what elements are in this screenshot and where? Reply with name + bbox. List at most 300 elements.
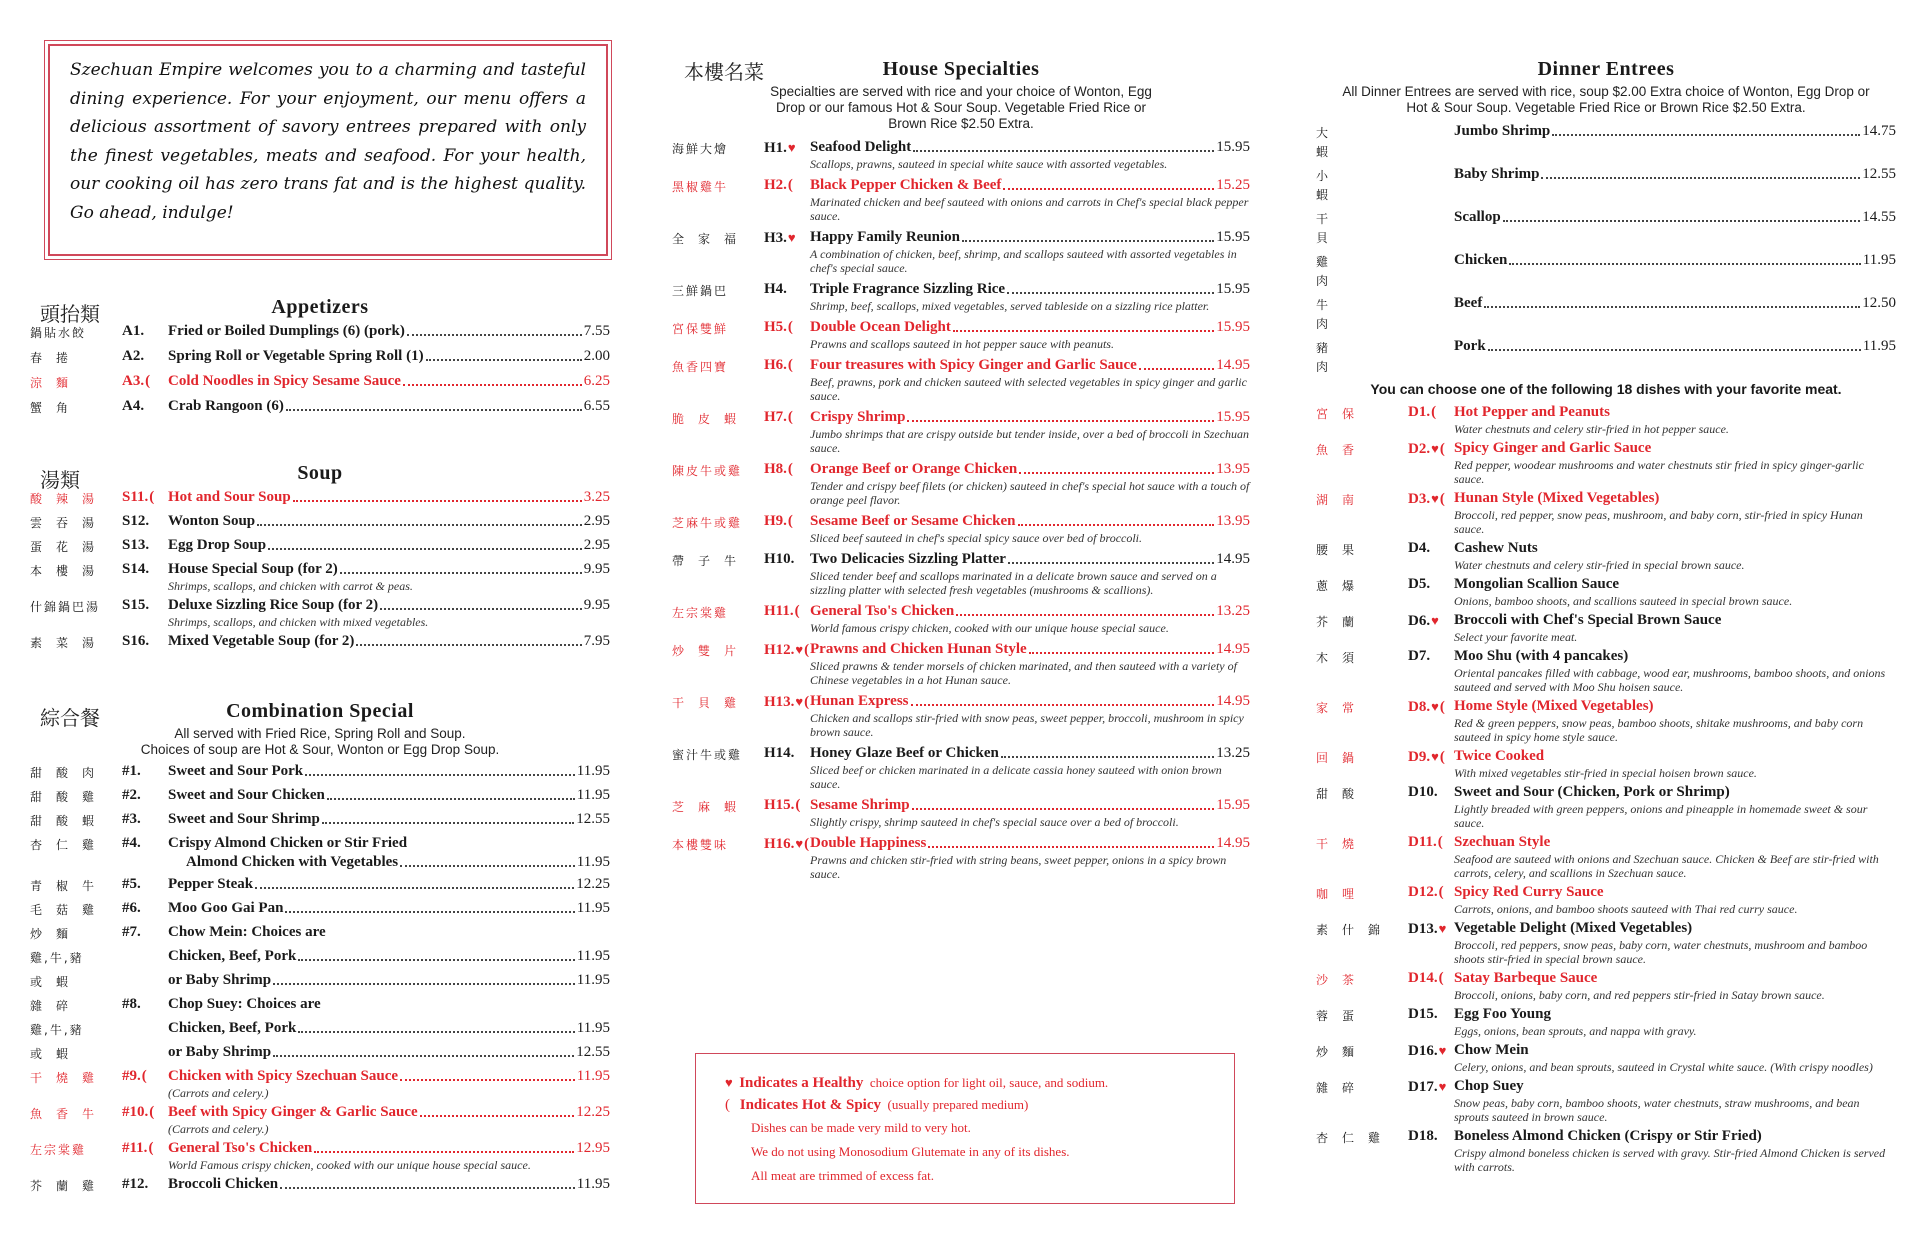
item-line (168, 322, 610, 341)
item-code (1408, 1127, 1454, 1146)
item-number: A1. (122, 323, 145, 339)
section-title: Combination Special (226, 700, 414, 722)
item-body (168, 1103, 610, 1136)
item-price: 11.95 (576, 1068, 610, 1084)
item-line (1454, 337, 1896, 356)
item-number: A3. (122, 373, 145, 389)
heart-icon: ♥ (1431, 491, 1439, 506)
chinese-name: 炒麵 (30, 927, 83, 941)
item-number: H11. (764, 603, 794, 619)
chinese-name: 芝麻牛或雞 (672, 516, 743, 530)
item-line (810, 356, 1250, 375)
item-price: 6.55 (583, 398, 610, 414)
item-description: Water chestnuts and celery stir-fried in hot pepper sauce. (1454, 422, 1729, 436)
item-number: D1. (1408, 404, 1431, 420)
chinese-name: 咖哩 (1316, 887, 1369, 901)
combo-section (30, 700, 610, 1199)
item-line (168, 512, 610, 531)
item-body (1454, 611, 1896, 644)
item-name: Cold Noodles in Spicy Sesame Sauce (168, 373, 401, 389)
hot-pepper-icon: ( (149, 489, 155, 505)
item-price: 2.95 (583, 537, 610, 553)
leader-dots (912, 796, 1215, 810)
item-code (1408, 647, 1454, 666)
item-price: 15.95 (1216, 139, 1250, 155)
item-name: Fried or Boiled Dumplings (6) (pork) (168, 323, 405, 339)
chinese-name: 芥蘭 (1316, 615, 1369, 629)
menu-item (30, 488, 610, 509)
item-price: 11.95 (576, 1176, 610, 1192)
menu-item (30, 1139, 610, 1172)
menu-item (30, 947, 610, 968)
item-description: Shrimps, scallops, and chicken with carrot & peas. (168, 579, 413, 593)
item-code (122, 372, 168, 391)
item-name: Four treasures with Spicy Ginger and Garlic Sauce (810, 357, 1137, 373)
item-number: H5. (764, 319, 787, 335)
legend-line-3: Dishes can be made very mild to very hot. (751, 1120, 971, 1135)
meat-item (1316, 251, 1896, 291)
hot-pepper-icon: ( (148, 1140, 154, 1156)
item-line (1454, 833, 1896, 852)
item-body (1454, 208, 1896, 227)
menu-item (30, 560, 610, 593)
item-code (1408, 489, 1454, 509)
section-cn-title: 綜合餐 (40, 706, 100, 730)
item-price: 12.25 (576, 876, 610, 892)
item-name: or Baby Shrimp (168, 972, 272, 988)
leader-dots (298, 947, 574, 961)
chinese-name: 蟹角 (30, 401, 83, 415)
heart-icon: ♥ (1431, 613, 1439, 628)
chinese-name: 小蝦 (1316, 169, 1367, 202)
menu-item (672, 228, 1250, 275)
leader-dots (1552, 122, 1860, 136)
leader-dots (426, 347, 582, 361)
chinese-name: 宮保 (1316, 407, 1369, 421)
chinese-name: 雞,牛,豬 (30, 951, 84, 965)
chinese-name: 帶子牛 (672, 554, 751, 568)
item-number: H6. (764, 357, 787, 373)
item-body (168, 810, 610, 829)
item-body (168, 762, 610, 781)
item-body (168, 536, 610, 555)
item-description: Sliced tender beef and scallops marinated in a delicate brown sauce and served on a sizzling platter with selected fresh vegetables (mushrooms & scallions). (810, 569, 1217, 597)
leader-dots (255, 875, 574, 889)
item-description: Shrimp, beef, scallops, mixed vegetables, served tableside on a sizzling rice platter. (810, 299, 1210, 313)
item-price: 11.95 (1862, 252, 1896, 268)
menu-item (30, 995, 610, 1016)
section-title: Dinner Entrees (1537, 58, 1675, 80)
meat-item (1316, 122, 1896, 162)
item-body (1454, 969, 1896, 1002)
menu-item (1316, 1041, 1896, 1074)
item-code (1408, 833, 1454, 852)
item-number: S16. (122, 633, 150, 649)
appetizer-list (30, 322, 610, 418)
item-number: #11. (122, 1140, 148, 1156)
menu-item (1316, 919, 1896, 966)
item-code (122, 560, 168, 579)
item-description: Slightly crispy, shrimp sauteed in chef's special sauce over a bed of broccoli. (810, 815, 1179, 829)
item-name: Spring Roll or Vegetable Spring Roll (1) (168, 348, 424, 364)
chinese-name: 雲吞湯 (30, 516, 109, 530)
item-line (1454, 122, 1896, 141)
item-name: Baby Shrimp (1454, 166, 1540, 182)
item-body (1454, 747, 1896, 780)
item-line (168, 1139, 610, 1158)
item-line (168, 560, 610, 579)
hot-pepper-icon: ( (145, 373, 151, 389)
house-note: Specialties are served with rice and your choice of Wonton, Egg Drop or our famous Hot & Sour Soup. Vegetable Fried Rice or Brown Rice $2.50 Extra. (770, 84, 1152, 131)
heart-icon: ♥ (795, 694, 804, 709)
leader-dots (962, 228, 1214, 242)
item-number: H16. (764, 836, 795, 852)
item-number: D9. (1408, 749, 1431, 765)
menu-item (1316, 647, 1896, 694)
item-code (764, 602, 810, 621)
chinese-name: 陳皮牛或雞 (672, 464, 743, 478)
item-name: Home Style (Mixed Vegetables) (1454, 698, 1654, 714)
item-body (1454, 439, 1896, 486)
chinese-name: 杏仁雞 (30, 838, 109, 852)
menu-item (672, 138, 1250, 171)
item-line (1454, 539, 1896, 558)
leader-dots (913, 138, 1214, 152)
menu-item (30, 762, 610, 783)
meat-item (1316, 165, 1896, 205)
item-price: 15.95 (1216, 319, 1250, 335)
item-price: 11.95 (576, 763, 610, 779)
chinese-name: 黑椒雞牛 (672, 180, 729, 194)
item-line (168, 488, 610, 507)
item-code (1408, 539, 1454, 558)
hot-pepper-icon: ( (1438, 970, 1444, 986)
item-name: General Tso's Chicken (810, 603, 955, 619)
meat-item (1316, 337, 1896, 377)
item-code (1408, 611, 1454, 631)
menu-item (30, 1067, 610, 1100)
item-body (1454, 1127, 1896, 1174)
item-line (168, 834, 610, 853)
item-description: Jumbo shrimps that are crispy outside but tender inside, over a bed of broccoli in Szechuan sauce. (810, 427, 1250, 455)
item-name: Broccoli Chicken (168, 1176, 279, 1192)
chinese-name: 豬肉 (1316, 341, 1367, 374)
item-price: 15.95 (1216, 281, 1250, 297)
item-body (810, 796, 1250, 829)
item-name: Double Happiness (810, 835, 927, 851)
item-code (122, 1175, 168, 1194)
item-name: Two Delicacies Sizzling Platter (810, 551, 1006, 567)
chinese-name: 青椒牛 (30, 879, 109, 893)
leader-dots (305, 762, 575, 776)
item-code (122, 1103, 168, 1122)
soup-list (30, 488, 610, 653)
item-body (168, 875, 610, 894)
item-price: 2.00 (583, 348, 610, 364)
heart-icon: ♥ (787, 140, 796, 155)
item-code (122, 347, 168, 366)
item-name: Chop Suey: Choices are (168, 996, 321, 1012)
menu-item (1316, 1005, 1896, 1038)
item-number: H9. (764, 513, 787, 529)
leader-dots (1139, 356, 1214, 370)
item-code (122, 536, 168, 555)
hot-pepper-icon: ( (804, 836, 810, 852)
item-name: Wonton Soup (168, 513, 256, 529)
item-price: 12.50 (1862, 295, 1896, 311)
item-price: 11.95 (576, 854, 610, 870)
item-name: Boneless Almond Chicken (Crispy or Stir Fried) (1454, 1128, 1762, 1144)
chinese-name: 干燒 (1316, 837, 1369, 851)
item-line (810, 602, 1250, 621)
item-line (1454, 1127, 1896, 1146)
item-code (122, 899, 168, 918)
leader-dots (953, 318, 1214, 332)
item-body (1454, 489, 1896, 536)
item-description: Eggs, onions, bean sprouts, and nappa with gravy. (1454, 1024, 1697, 1038)
hot-pepper-icon: ( (141, 1068, 147, 1084)
item-line (168, 347, 610, 366)
item-number: D11. (1408, 834, 1437, 850)
legend-healthy-text: choice option for light oil, sauce, and sodium. (869, 1075, 1109, 1090)
choose-line: You can choose one of the following 18 dishes with your favorite meat. (1370, 381, 1842, 397)
item-line (810, 280, 1250, 299)
menu-item (1316, 489, 1896, 536)
menu-item (1316, 439, 1896, 486)
item-number: D14. (1408, 970, 1438, 986)
item-number: D10. (1408, 784, 1438, 800)
item-line (168, 1043, 610, 1062)
item-description: Sliced prawns & tender morsels of chicken marinated, and then sauteed with a variety of Chinese vegetables in a hot Hunan sauce. (810, 659, 1237, 687)
leader-dots (257, 512, 582, 526)
item-number: #10. (122, 1104, 149, 1120)
item-body (1454, 403, 1896, 436)
item-name: Spicy Red Curry Sauce (1454, 884, 1604, 900)
item-line (168, 536, 610, 555)
item-description: Crispy almond boneless chicken is served with gravy. Stir-fried Almond Chicken is served with carrots. (1454, 1146, 1886, 1174)
leader-dots (1509, 251, 1860, 265)
heart-icon: ♥ (795, 836, 804, 851)
item-code (1408, 1041, 1454, 1061)
menu-item (1316, 883, 1896, 916)
chinese-name: 魚香四寶 (672, 360, 729, 374)
leader-dots (400, 853, 575, 867)
menu-item (30, 834, 610, 872)
leader-dots (911, 692, 1215, 706)
chinese-name: 腰果 (1316, 543, 1369, 557)
leader-dots (273, 971, 575, 985)
leader-dots (285, 899, 574, 913)
item-name: Vegetable Delight (Mixed Vegetables) (1454, 920, 1693, 936)
item-number: H13. (764, 694, 795, 710)
hot-pepper-icon: ( (1439, 441, 1445, 457)
item-price: 7.95 (583, 633, 610, 649)
item-body (810, 834, 1250, 881)
menu-item (672, 796, 1250, 829)
menu-item (672, 408, 1250, 455)
chinese-name: 木須 (1316, 651, 1369, 665)
item-code (122, 762, 168, 781)
item-description: Red pepper, woodear mushrooms and water chestnuts stir fried in spicy ginger-garlic sauce. (1454, 458, 1864, 486)
item-body (1454, 1041, 1896, 1074)
item-description: Water chestnuts and celery stir-fried in special brown sauce. (1454, 558, 1745, 572)
item-name: Broccoli with Chef's Special Brown Sauce (1454, 612, 1722, 628)
section-cn-title: 湯類 (40, 468, 80, 492)
item-body (168, 1043, 610, 1062)
chinese-name: 干燒雞 (30, 1071, 109, 1085)
chinese-name: 魚香牛 (30, 1107, 109, 1121)
item-description: Broccoli, red peppers, snow peas, baby corn, water chestnuts, mushroom and bamboo shoots stir-fried in special brown sauce. (1454, 938, 1868, 966)
section-title: Soup (297, 462, 343, 484)
item-name: Scallop (1454, 209, 1501, 225)
item-number: D12. (1408, 884, 1438, 900)
menu-item (30, 372, 610, 393)
item-line (168, 1019, 610, 1038)
item-body (168, 397, 610, 416)
item-price: 14.95 (1216, 693, 1250, 709)
item-description: Broccoli, onions, baby corn, and red peppers stir-fried in Satay brown sauce. (1454, 988, 1825, 1002)
item-number: D3. (1408, 491, 1431, 507)
item-price: 11.95 (576, 948, 610, 964)
item-line (810, 512, 1250, 531)
item-body (1454, 1005, 1896, 1038)
item-line (168, 810, 610, 829)
item-description: With mixed vegetables stir-fried in special hoisen brown sauce. (1454, 766, 1757, 780)
menu-item (30, 512, 610, 533)
item-number: D8. (1408, 699, 1431, 715)
item-line (810, 408, 1250, 427)
item-line (168, 923, 610, 942)
item-code (764, 356, 810, 375)
item-name: Chicken, Beef, Pork (168, 948, 297, 964)
chinese-name: 脆皮蝦 (672, 412, 751, 426)
item-description: (Carrots and celery.) (168, 1086, 269, 1100)
heart-icon: ♥ (1438, 1079, 1447, 1094)
item-description: Celery, onions, and bean sprouts, sauteed in Crystal white sauce. (With crispy noodles) (1454, 1060, 1873, 1074)
item-body (810, 550, 1250, 597)
heart-icon: ♥ (725, 1075, 733, 1090)
chinese-name: 回鍋 (1316, 751, 1369, 765)
item-line (1454, 883, 1896, 902)
item-description: World Famous crispy chicken, cooked with our unique house special sauce. (168, 1158, 531, 1172)
item-code (122, 512, 168, 531)
item-price: 12.55 (576, 1044, 610, 1060)
menu-item (672, 356, 1250, 403)
item-price: 14.95 (1216, 641, 1250, 657)
item-body (1454, 833, 1896, 880)
chinese-name: 湖南 (1316, 493, 1369, 507)
chinese-name: 蛋花湯 (30, 540, 109, 554)
item-line (1454, 1005, 1896, 1024)
item-name: Beef with Spicy Ginger & Garlic Sauce (168, 1104, 418, 1120)
item-body (168, 786, 610, 805)
menu-item (672, 280, 1250, 313)
item-code (764, 318, 810, 337)
item-name: Chicken with Spicy Szechuan Sauce (168, 1068, 399, 1084)
leader-dots (1001, 744, 1214, 758)
chinese-name: 毛菇雞 (30, 903, 109, 917)
item-name: Seafood Delight (810, 139, 912, 155)
legend-healthy-label: Indicates a Healthy (739, 1075, 864, 1091)
item-code (122, 995, 168, 1014)
item-code (1408, 969, 1454, 988)
item-number: D7. (1408, 648, 1431, 664)
item-price: 11.95 (576, 900, 610, 916)
chinese-name: 素菜湯 (30, 636, 109, 650)
chinese-name: 干貝 (1316, 212, 1367, 245)
chinese-name: 海鮮大燴 (672, 142, 729, 156)
item-name: Sesame Shrimp (810, 797, 910, 813)
hot-pepper-icon: ( (1439, 699, 1445, 715)
item-line (168, 762, 610, 781)
house-section (672, 58, 1250, 886)
chinese-name: 蔥爆 (1316, 579, 1369, 593)
chinese-name: 甜酸 (1316, 787, 1369, 801)
item-body (168, 596, 610, 629)
leader-dots (1488, 337, 1861, 351)
hot-pepper-icon: ( (787, 513, 793, 529)
item-number: #4. (122, 835, 141, 851)
item-line (1454, 403, 1896, 422)
chinese-name: 大蝦 (1316, 126, 1367, 159)
combo-list (30, 762, 610, 1196)
item-code (122, 632, 168, 651)
chinese-name: 甜酸蝦 (30, 814, 109, 828)
item-name: Cashew Nuts (1454, 540, 1538, 556)
item-body (1454, 539, 1896, 572)
leader-dots (280, 1175, 575, 1189)
item-line (810, 692, 1250, 711)
item-code (764, 138, 810, 158)
legend-spicy-label: Indicates Hot & Spicy (739, 1097, 882, 1113)
item-number: #2. (122, 787, 141, 803)
item-line (810, 796, 1250, 815)
item-body (1454, 337, 1896, 356)
hot-pepper-icon: ( (725, 1097, 730, 1113)
legend-box (695, 1053, 1235, 1204)
leader-dots (907, 408, 1214, 422)
item-price: 12.55 (1862, 166, 1896, 182)
item-line (168, 1067, 610, 1086)
chinese-name: 三鮮鍋巴 (672, 284, 729, 298)
hot-pepper-icon: ( (794, 603, 800, 619)
item-description: Onions, bamboo shoots, and scallions sauteed in special brown sauce. (1454, 594, 1793, 608)
item-body (810, 176, 1250, 223)
item-line (810, 176, 1250, 195)
item-line (1454, 1077, 1896, 1096)
menu-item (30, 810, 610, 831)
welcome-box (48, 44, 608, 256)
item-code (764, 834, 810, 854)
item-number: #6. (122, 900, 141, 916)
item-name: Spicy Ginger and Garlic Sauce (1454, 440, 1652, 456)
item-code (764, 692, 810, 712)
leader-dots (273, 1043, 574, 1057)
hot-pepper-icon: ( (787, 319, 793, 335)
item-name: Chop Suey (1454, 1078, 1524, 1094)
house-list (672, 138, 1250, 881)
leader-dots (356, 632, 581, 646)
item-name: Crispy Shrimp (810, 409, 906, 425)
menu-item (672, 318, 1250, 351)
item-body (168, 923, 610, 942)
item-name: House Special Soup (for 2) (168, 561, 338, 577)
chinese-name: 涼麵 (30, 376, 83, 390)
item-price: 14.95 (1216, 835, 1250, 851)
chinese-name: 蜜汁牛或雞 (672, 748, 743, 762)
hot-pepper-icon: ( (787, 409, 793, 425)
chinese-name: 甜酸雞 (30, 790, 109, 804)
